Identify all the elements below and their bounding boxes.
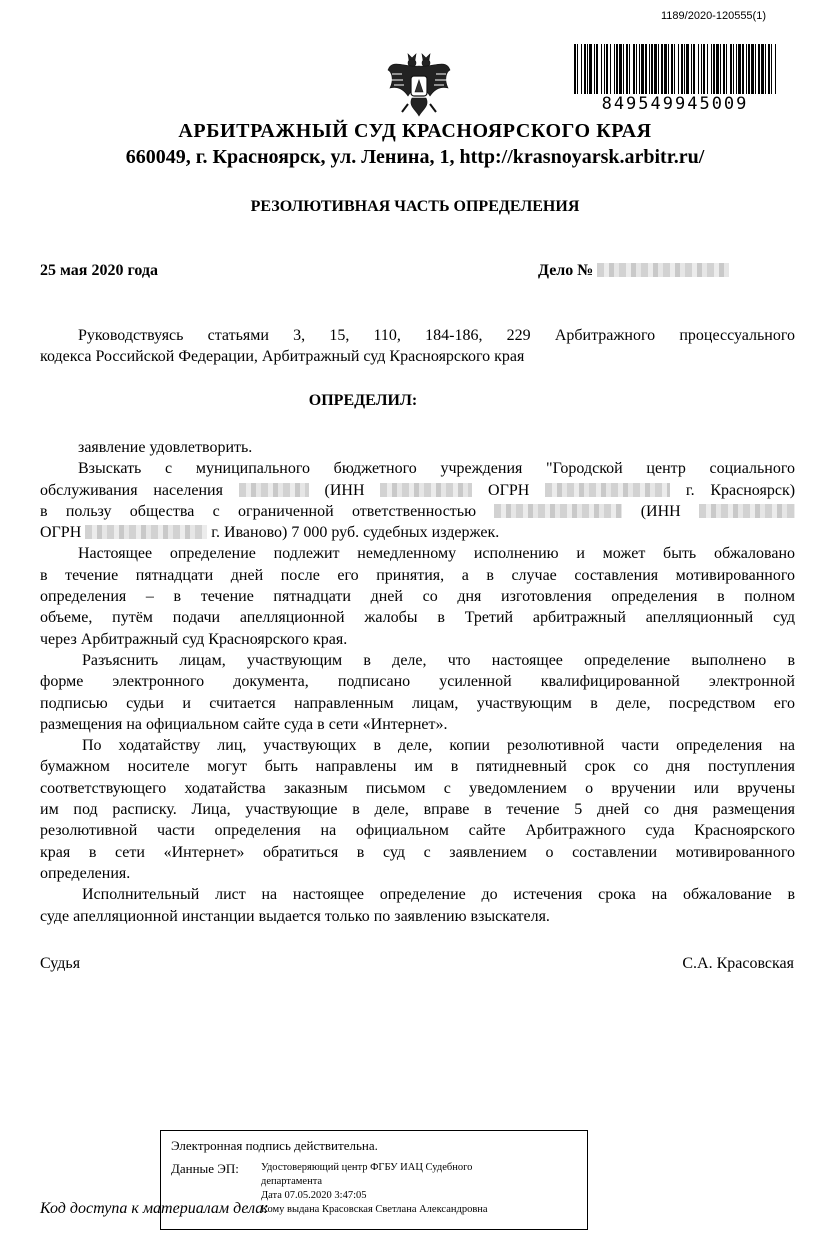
recover-text: г. Иваново) 7 000 руб. судебных издержек.	[211, 524, 500, 542]
recover-line	[40, 480, 795, 501]
recover-line: Взыскать с муниципального бюджетного учреждения "Городской центр социального	[78, 460, 795, 478]
explain-line: подписью судьи и считается направленным лицам, участвующим в деле, посредством его	[40, 694, 795, 712]
document-number: 1189/2020-120555(1)	[661, 10, 766, 22]
judge-name: С.А. Красовская	[682, 955, 794, 972]
copies-line: бумажном носителе могут быть направлены им в пятидневный срок со дня поступления	[40, 758, 795, 776]
intro-line: кодекса Российской Федерации, Арбитражный суд Красноярского края	[40, 348, 525, 366]
satisfy-line: заявление удовлетворить.	[78, 439, 253, 456]
judge-role: Судья	[40, 955, 81, 972]
recover-text: г. Красноярск)	[685, 481, 796, 499]
recover-text: ОГРН	[40, 524, 82, 542]
redacted-value	[545, 483, 670, 497]
copies-line: определения.	[40, 864, 131, 882]
stamp-line: Кому выдана Красовская Светлана Александровна	[261, 1204, 488, 1215]
appeal-line: в течение пятнадцати дней после его принятия, а в случае составления мотивированного	[40, 566, 795, 584]
barcode-number: 849549945009	[572, 94, 778, 114]
case-number	[538, 262, 729, 280]
explain-line: форме электронного документа, подписано усиленной квалифицированной электронной	[40, 673, 795, 691]
access-code-label: Код доступа к материалам дела:	[40, 1200, 269, 1217]
copies-line: соответствующего ходатайства заказным письмом с уведомлением о вручении или вручены	[40, 779, 795, 797]
redacted-value	[494, 504, 622, 518]
court-name: АРБИТРАЖНЫЙ СУД КРАСНОЯРСКОГО КРАЯ	[178, 120, 652, 142]
redacted-case-number	[597, 263, 729, 277]
appeal-line: через Арбитражный суд Красноярского края.	[40, 630, 348, 648]
copies-line: По ходатайству лиц, участвующих в деле, копии резолютивной части определения на	[82, 737, 795, 755]
document-type: РЕЗОЛЮТИВНАЯ ЧАСТЬ ОПРЕДЕЛЕНИЯ	[250, 198, 580, 215]
copies-line: резолютивной части определения на официальном сайте Арбитражного суда Красноярского	[40, 822, 795, 840]
ruling-date: 25 мая 2020 года	[40, 262, 158, 279]
stamp-line: департамента	[261, 1176, 323, 1187]
recover-line	[40, 522, 795, 543]
intro-line: Руководствуясь статьями 3, 15, 110, 184-186, 229 Арбитражного процессуального	[78, 327, 795, 344]
explain-line: размещения на официальном сайте суда в сети «Интернет».	[40, 715, 448, 733]
appeal-line: объеме, путём подачи апелляционной жалобы в Третий арбитражный апелляционный суд	[40, 609, 795, 627]
appeal-line: Настоящее определение подлежит немедленному исполнению и может быть обжаловано	[78, 545, 795, 563]
redacted-value	[239, 483, 309, 497]
redacted-value	[85, 525, 207, 539]
recover-text: (ИНН	[640, 502, 681, 520]
operative-part	[40, 437, 795, 927]
redacted-value	[380, 483, 472, 497]
stamp-title: Электронная подпись действительна.	[171, 1138, 378, 1153]
stamp-label: Данные ЭП:	[171, 1161, 239, 1176]
ruling-title: ОПРЕДЕЛИЛ:	[308, 392, 418, 409]
copies-line: края в сети «Интернет» обратиться в суд с заявлением о составлении мотивированного	[40, 843, 795, 861]
recover-text: в пользу общества с ограниченной ответственностью	[40, 502, 477, 520]
court-address: 660049, г. Красноярск, ул. Ленина, 1, http://krasnoyarsk.arbitr.ru/	[125, 146, 705, 168]
case-label: Дело №	[538, 262, 594, 279]
stamp-details	[261, 1161, 488, 1217]
recover-text: ОГРН	[488, 481, 530, 499]
intro-paragraph	[40, 325, 795, 368]
explain-line: Разъяснить лицам, участвующим в деле, что настоящее определение выполнено в	[82, 651, 795, 669]
electronic-signature-stamp	[160, 1130, 588, 1230]
recover-text: обслуживания населения	[40, 481, 223, 499]
writ-line: Исполнительный лист на настоящее определение до истечения срока на обжалование в	[82, 886, 795, 904]
recover-line	[40, 501, 795, 522]
recover-text: (ИНН	[324, 481, 365, 499]
stamp-line: Дата 07.05.2020 3:47:05	[261, 1190, 367, 1201]
copies-line: им под расписку. Лица, участвующие в деле, вправе в течение 5 дней со дня размещения	[40, 801, 795, 819]
coat-of-arms-icon	[386, 50, 452, 120]
redacted-value	[699, 504, 795, 518]
stamp-line: Удостоверяющий центр ФГБУ ИАЦ Судебного	[261, 1162, 473, 1173]
writ-line: суде апелляционной инстанции выдается только по заявлению взыскателя.	[40, 907, 550, 925]
appeal-line: определения – в течение пятнадцати дней со дня изготовления определения в полном	[40, 588, 795, 606]
